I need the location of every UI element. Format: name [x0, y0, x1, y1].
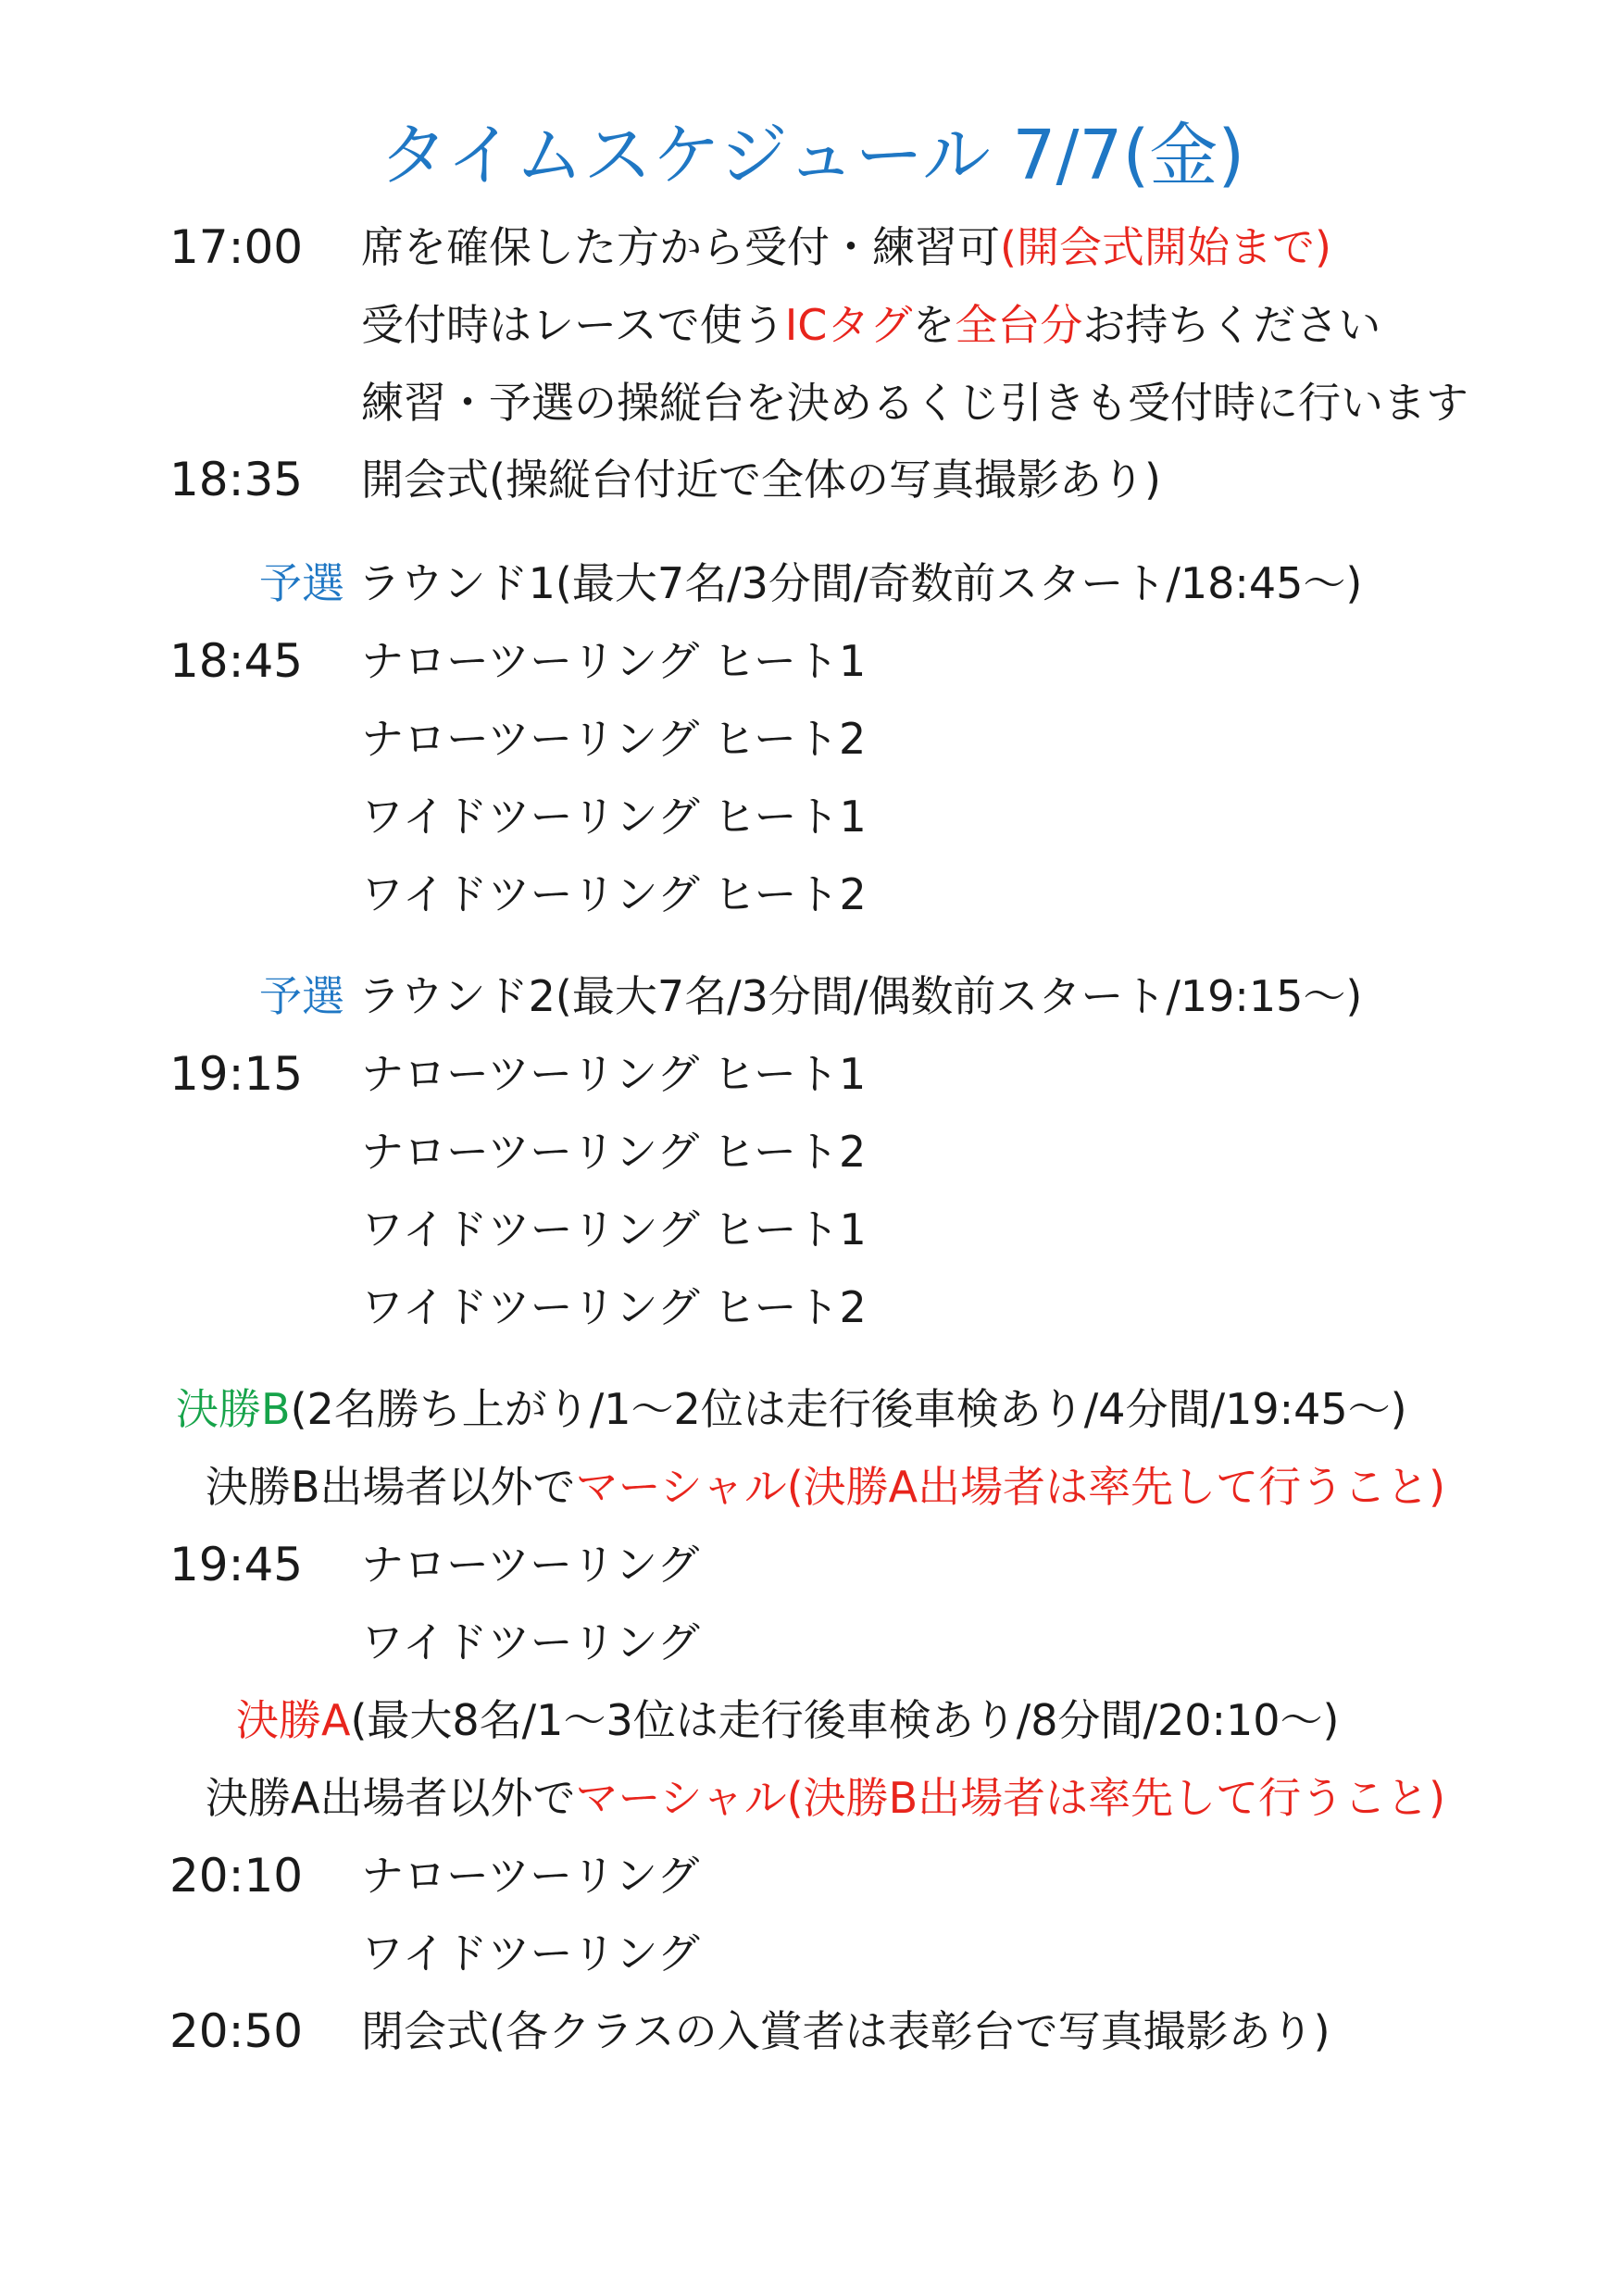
time-2050: 20:50	[169, 2004, 304, 2058]
round1-header	[259, 555, 1362, 611]
closing-ceremony: 閉会式(各クラスの入賞者は表彰台で写真撮影あり)	[361, 2006, 1330, 2056]
final-b-marshal-note: マーシャル(決勝A出場者は率先して行うこと)	[575, 1462, 1446, 1512]
time-1915: 19:15	[169, 1047, 304, 1101]
heat-row: ナローツーリング ヒート1	[361, 636, 867, 686]
ic-tag-suffix: お持ちください	[1082, 300, 1381, 350]
final-a-header	[236, 1692, 1340, 1748]
class-row: ナローツーリング	[361, 1851, 700, 1901]
class-row: ワイドツーリング	[361, 1617, 700, 1667]
round2-header	[259, 968, 1362, 1024]
class-row: ワイドツーリング	[361, 1928, 700, 1978]
round2-details: ラウンド2(最大7名/3分間/偶数前スタート/19:15〜)	[357, 971, 1363, 1021]
heat-row: ワイドツーリング ヒート1	[361, 792, 867, 842]
round1-details: ラウンド1(最大7名/3分間/奇数前スタート/18:45〜)	[357, 558, 1363, 608]
time-1945: 19:45	[169, 1538, 304, 1591]
reception-line-1	[361, 219, 1331, 275]
heat-row: ナローツーリング ヒート1	[361, 1049, 867, 1099]
final-b-label: 決勝B	[176, 1384, 291, 1434]
heat-row: ワイドツーリング ヒート2	[361, 869, 867, 919]
opening-ceremony: 開会式(操縦台付近で全体の写真撮影あり)	[361, 455, 1161, 505]
ic-tag-particle: を	[912, 300, 956, 350]
reception-note: (開会式開始まで)	[1000, 222, 1331, 272]
time-1835: 18:35	[169, 453, 304, 506]
heat-row: ナローツーリング ヒート2	[361, 714, 867, 764]
qualifying-label: 予選	[259, 971, 344, 1021]
all-cars-highlight: 全台分	[955, 300, 1083, 350]
page-title: タイムスケジュール 7/7(金)	[379, 116, 1245, 195]
final-a-marshal-note: マーシャル(決勝B出場者は率先して行うこと)	[575, 1773, 1446, 1823]
time-1845: 18:45	[169, 634, 304, 688]
final-b-header	[176, 1381, 1407, 1437]
final-a-marshal-text: 決勝A出場者以外で	[206, 1773, 576, 1823]
ic-tag-prefix: 受付時はレースで使う	[361, 300, 785, 350]
final-a-marshal	[206, 1770, 1445, 1826]
heat-row: ワイドツーリング ヒート1	[361, 1204, 867, 1254]
reception-line-2	[361, 297, 1380, 353]
class-row: ナローツーリング	[361, 1540, 700, 1590]
reception-text: 席を確保した方から受付・練習可	[361, 222, 1000, 272]
heat-row: ワイドツーリング ヒート2	[361, 1282, 867, 1332]
reception-line-3: 練習・予選の操縦台を決めるくじ引きも受付時に行います	[361, 378, 1468, 428]
final-b-marshal	[206, 1459, 1445, 1515]
time-1700: 17:00	[169, 220, 304, 274]
qualifying-label: 予選	[259, 558, 344, 608]
heat-row: ナローツーリング ヒート2	[361, 1127, 867, 1177]
final-b-marshal-text: 決勝B出場者以外で	[206, 1462, 576, 1512]
final-b-details: (2名勝ち上がり/1〜2位は走行後車検あり/4分間/19:45〜)	[290, 1384, 1407, 1434]
time-2010: 20:10	[169, 1849, 304, 1903]
final-a-label: 決勝A	[236, 1695, 351, 1745]
final-a-details: (最大8名/1〜3位は走行後車検あり/8分間/20:10〜)	[350, 1695, 1340, 1745]
ic-tag-highlight: ICタグ	[784, 300, 913, 350]
